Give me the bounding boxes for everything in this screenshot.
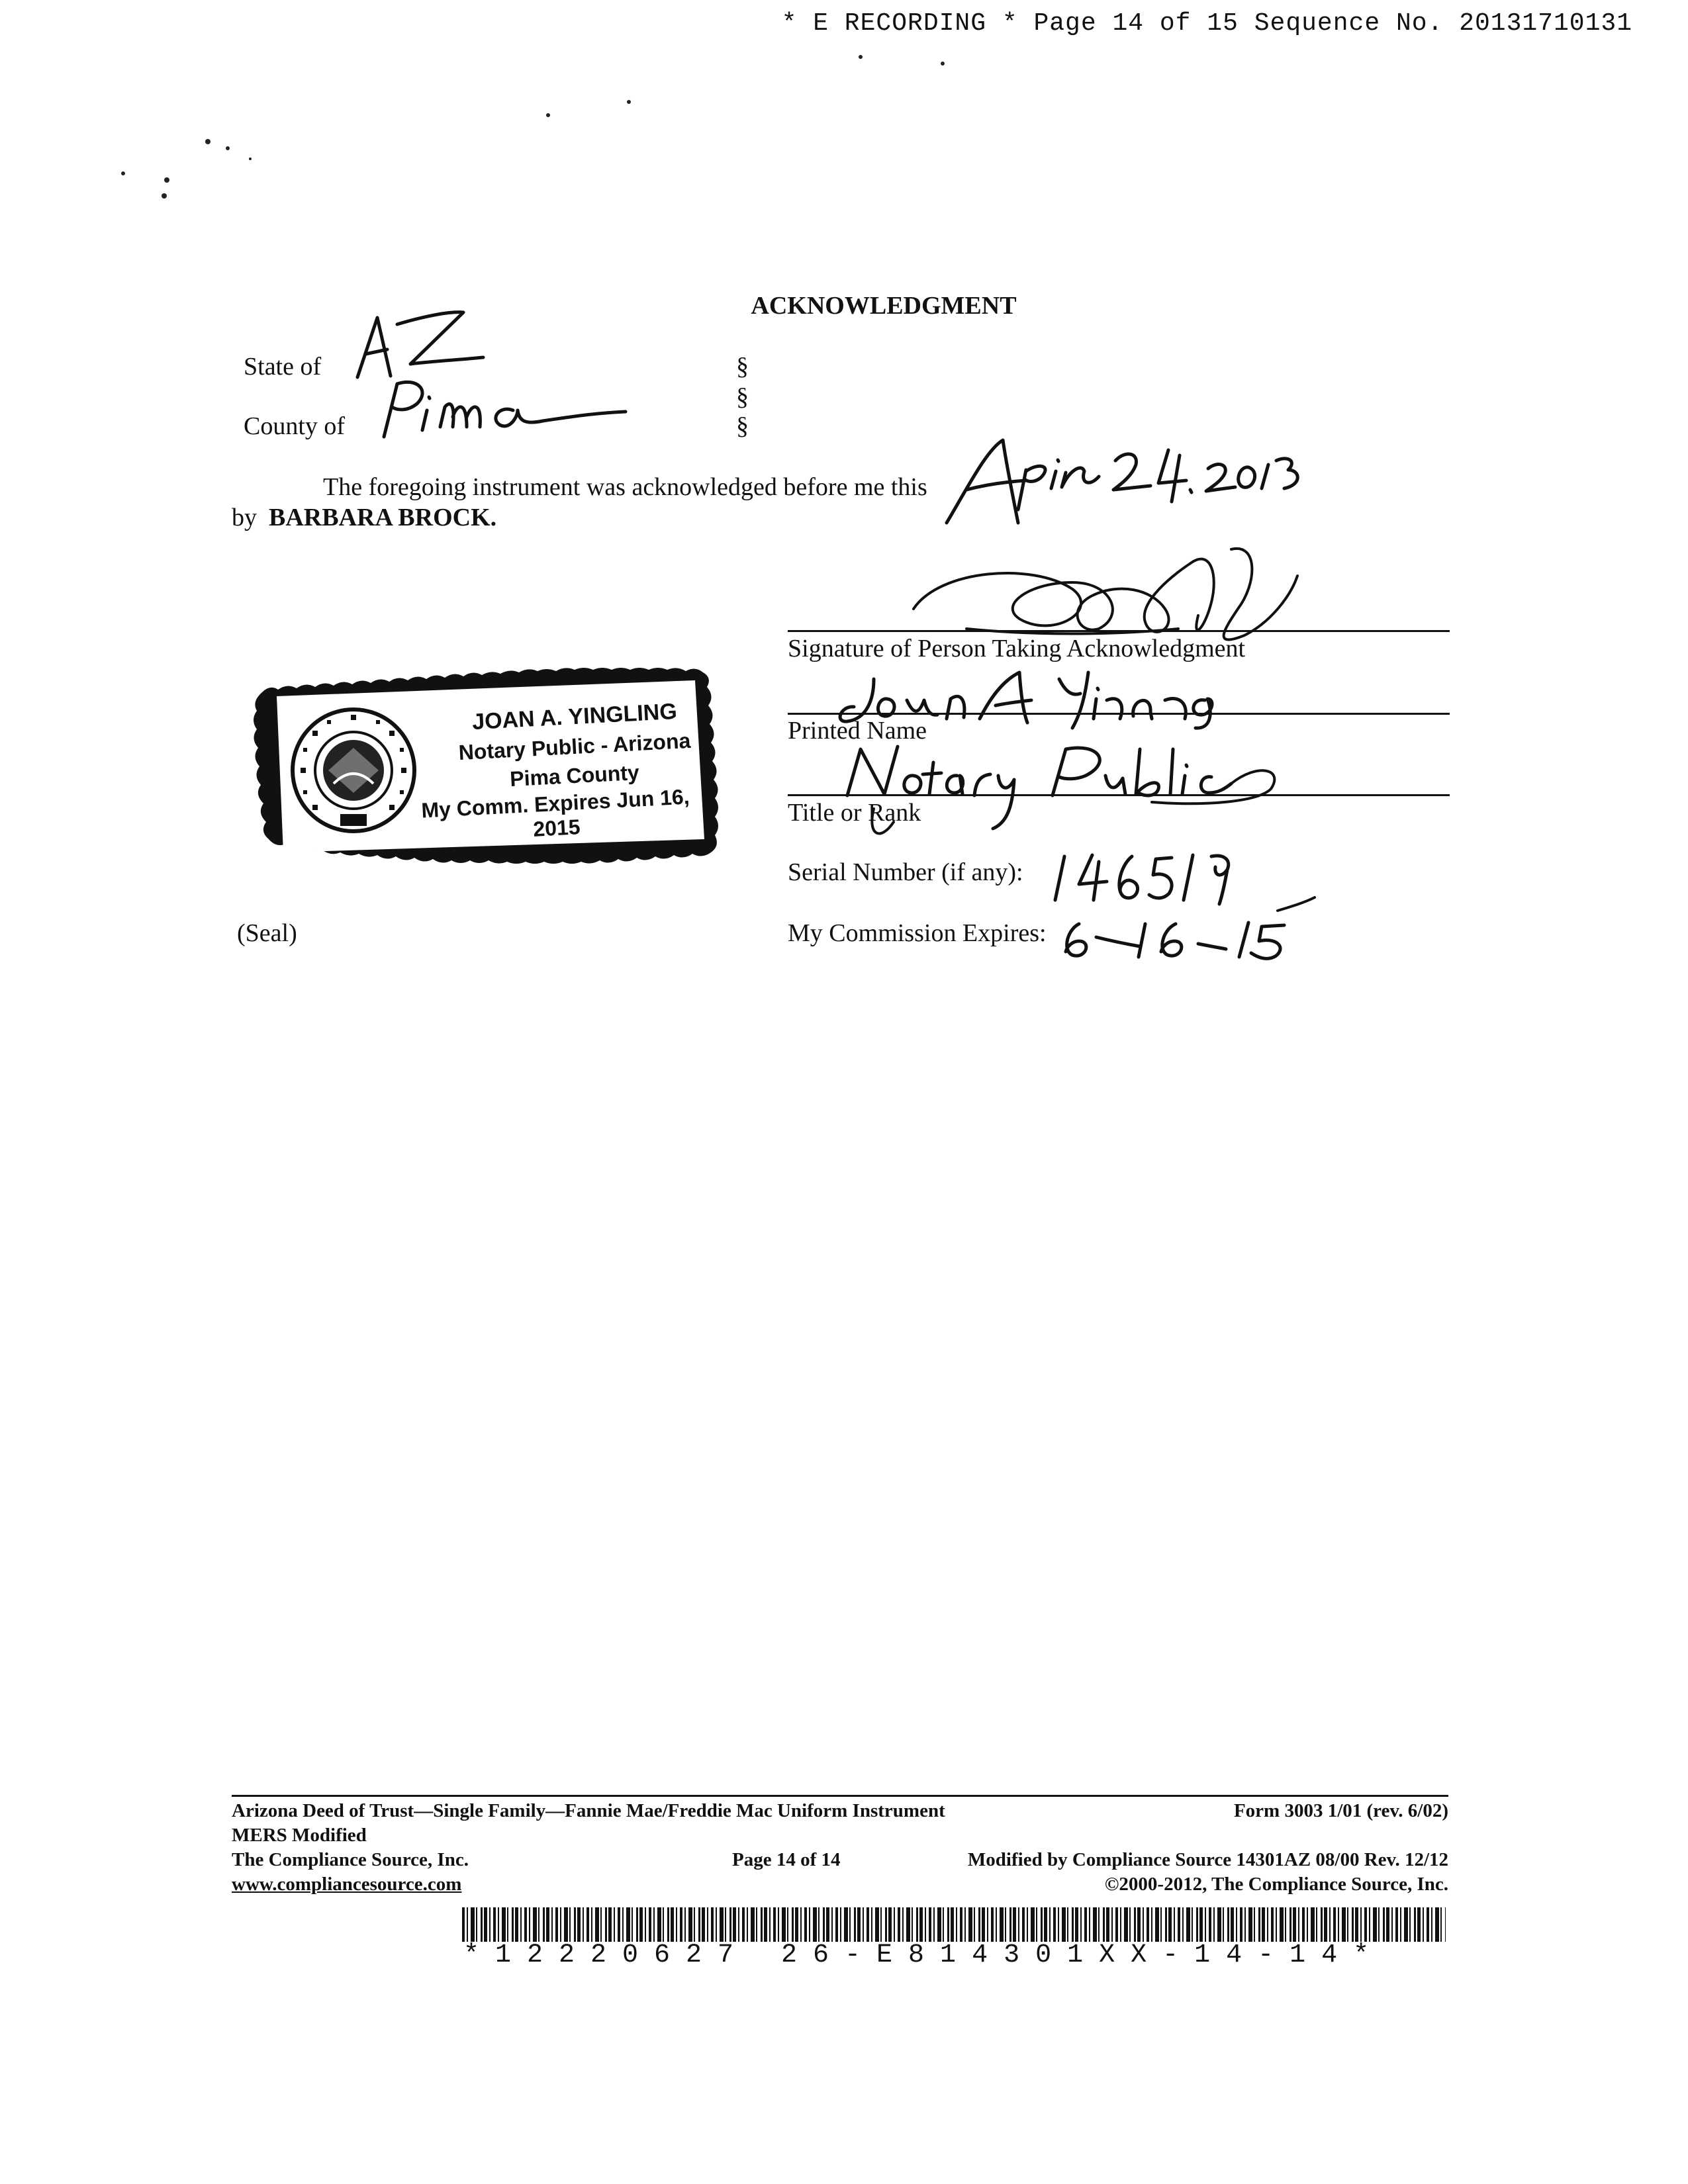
section-mark-1: § [736,353,749,381]
footer-rule [232,1795,1448,1797]
handwritten-county-pima [371,371,635,443]
by-label: by [232,504,257,531]
barcode [462,1907,1446,1942]
notary-stamp [250,666,722,866]
section-mark-3: § [736,412,749,440]
footer-page: Page 14 of 14 [732,1849,841,1870]
state-label: State of [244,353,322,381]
acknowledgment-title: ACKNOWLEDGMENT [751,292,1017,320]
commission-expires-label: My Commission Expires: [788,919,1047,947]
footer-mers: MERS Modified [232,1825,367,1846]
stamp-notary-name: JOAN A. YINGLING [471,698,678,735]
handwritten-commission-date [1053,891,1317,964]
signature-label: Signature of Person Taking Acknowledgment [788,635,1246,662]
stamp-notary-county: Pima County [509,760,640,792]
county-label: County of [244,412,346,440]
footer-copyright: ©2000-2012, The Compliance Source, Inc. [1104,1874,1448,1895]
grantor-name: BARBARA BROCK. [269,504,497,531]
handwritten-title [834,736,1297,848]
serial-number-label: Serial Number (if any): [788,858,1023,886]
section-mark-2: § [736,383,749,411]
title-rank-label: Title or Rank [788,799,921,827]
printed-name-label: Printed Name [788,717,927,745]
acknowledgment-statement: The foregoing instrument was acknowledged before me this [323,473,927,501]
seal-label: (Seal) [237,919,297,947]
stamp-notary-expires: My Comm. Expires Jun 16, 2015 [420,784,690,841]
barcode-text: *12220627 26-E814301XX-14-14* [463,1940,1385,1970]
footer-company: The Compliance Source, Inc. [232,1849,469,1870]
scan-specks [0,0,993,212]
footer-form-number: Form 3003 1/01 (rev. 6/02) [1233,1800,1448,1821]
stamp-notary-role: Notary Public - Arizona [457,728,692,765]
notary-signature [900,536,1311,662]
recording-header: * E RECORDING * Page 14 of 15 Sequence No. 20131710131 [781,9,1632,38]
handwritten-date [940,424,1311,529]
footer-website-link[interactable]: www.compliancesource.com [232,1874,462,1895]
handwritten-printed-name [834,659,1258,732]
footer-form-title: Arizona Deed of Trust—Single Family—Fannie Mae/Freddie Mac Uniform Instrument [232,1800,945,1821]
footer-modified-by: Modified by Compliance Source 14301AZ 08/00 Rev. 12/12 [967,1849,1448,1870]
